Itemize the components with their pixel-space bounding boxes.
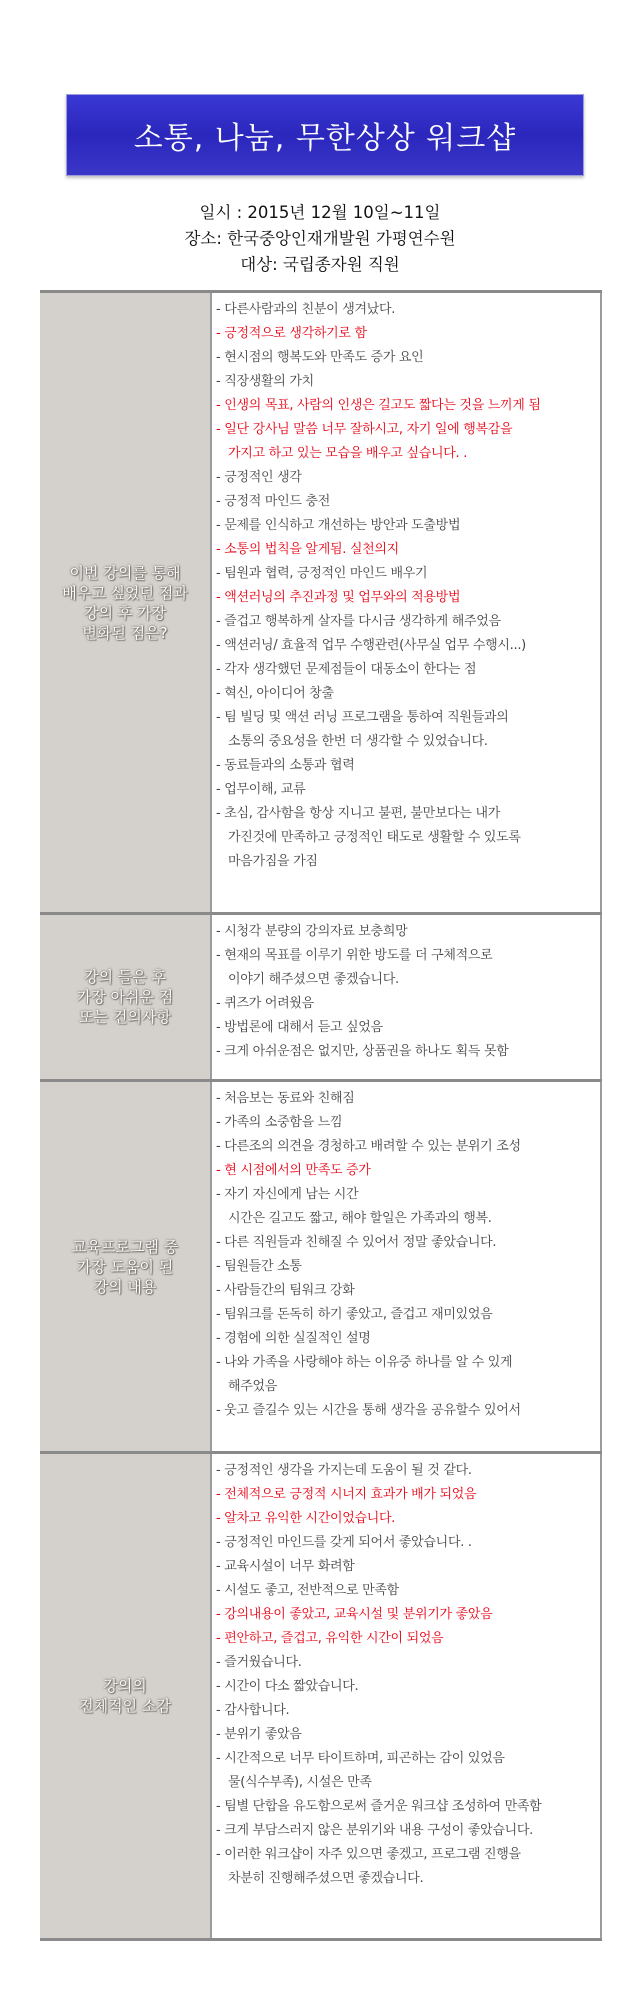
list-item: [216, 1279, 600, 1303]
item-text: - 직장생활의 가치: [216, 374, 314, 389]
section-content: [210, 293, 602, 912]
list-item: [216, 1040, 600, 1064]
item-text: - 처음보는 동료와 친해짐: [216, 1091, 355, 1106]
list-item: [216, 1579, 600, 1603]
list-item: [216, 1351, 600, 1399]
event-info: [0, 200, 640, 278]
list-item: [216, 944, 600, 992]
item-text: - 사람들간의 팀워크 강화: [216, 1283, 355, 1298]
item-text: - 즐거웠습니다.: [216, 1655, 302, 1670]
item-text: - 문제를 인식하고 개선하는 방안과 도출방법: [216, 518, 461, 533]
list-item: [216, 1723, 600, 1747]
item-text: - 시설도 좋고, 전반적으로 만족함: [216, 1583, 399, 1598]
list-item: [216, 1459, 600, 1483]
item-text: - 팀 빌딩 및 액션 러닝 프로그램을 통하여 직원들과의: [216, 710, 509, 725]
list-item: [216, 802, 600, 874]
item-text: - 긍정적인 마인드를 갖게 되어서 좋았습니다. .: [216, 1535, 472, 1550]
list-item: [216, 298, 600, 322]
item-text: - 알차고 유익한 시간이었습니다.: [216, 1511, 396, 1526]
section-content: [210, 1454, 602, 1938]
list-item: [216, 1255, 600, 1279]
list-item: [216, 1483, 600, 1507]
item-text: - 편안하고, 즐겁고, 유익한 시간이 되었음: [216, 1631, 444, 1646]
list-item: [216, 634, 600, 658]
item-text-continued: 이야기 해주셨으면 좋겠습니다.: [228, 972, 399, 987]
list-item: [216, 466, 600, 490]
section-label: 교육프로그램 중 가장 도움이 된 강의 내용: [71, 1237, 179, 1296]
section-label: 강의 들은 후 가장 아쉬운 점 또는 건의사항: [76, 968, 174, 1026]
banner-title: 소통, 나눔, 무한상상 워크샵: [133, 121, 517, 156]
item-text-continued: 소통의 중요성을 한번 더 생각할 수 있었습니다.: [228, 734, 488, 749]
section-suggestions: [40, 912, 602, 1082]
section-content: [210, 915, 602, 1079]
list-item: [216, 1135, 600, 1159]
item-text: - 액션러닝/ 효율적 업무 수행관련(사무실 업무 수행시...): [216, 638, 526, 653]
list-item: [216, 1675, 600, 1699]
list-item: [216, 682, 600, 706]
item-text: - 소통의 법칙을 알게됨. 실천의지: [216, 542, 399, 557]
list-item: [216, 394, 600, 418]
list-item: [216, 778, 600, 802]
list-item: [216, 1303, 600, 1327]
item-text: - 퀴즈가 어려웠음: [216, 996, 314, 1011]
item-text: - 강의내용이 좋았고, 교육시설 및 분위기가 좋았음: [216, 1607, 493, 1622]
list-item: [216, 754, 600, 778]
item-text: - 업무이해, 교류: [216, 782, 306, 797]
list-item: [216, 706, 600, 754]
list-item: [216, 610, 600, 634]
list-item: [216, 418, 600, 466]
list-item: [216, 1159, 600, 1183]
list-item: [216, 322, 600, 346]
list-item: [216, 514, 600, 538]
item-text: - 긍정적으로 생각하기로 함: [216, 326, 367, 341]
list-item: [216, 1819, 600, 1843]
item-text: - 가족의 소중함을 느낌: [216, 1115, 343, 1130]
item-text: - 시간적으로 너무 타이트하며, 피곤하는 감이 있었음: [216, 1751, 505, 1766]
list-item: [216, 370, 600, 394]
item-text: - 동료들과의 소통과 협력: [216, 758, 355, 773]
list-item: [216, 1087, 600, 1111]
event-place: 장소: 한국중앙인재개발원 가평연수원: [184, 229, 456, 248]
item-text: - 즐겁고 행복하게 살자를 다시금 생각하게 해주었음: [216, 614, 501, 629]
item-text: - 자기 자신에게 남는 시간: [216, 1187, 359, 1202]
item-text: - 다른 직원들과 친해질 수 있어서 정말 좋았습니다.: [216, 1235, 497, 1250]
item-text: - 긍정적 마인드 충전: [216, 494, 330, 509]
item-text: - 각자 생각했던 문제점들이 대동소이 한다는 점: [216, 662, 477, 677]
section-label-cell: [40, 293, 210, 912]
item-text-continued: 마음가짐을 가짐: [228, 854, 318, 869]
item-text: - 액션러닝의 추진과정 및 업무와의 적용방법: [216, 590, 461, 605]
list-item: [216, 992, 600, 1016]
item-text: - 전체적으로 긍정적 시너지 효과가 배가 되었음: [216, 1487, 477, 1502]
item-text: - 감사합니다.: [216, 1703, 290, 1718]
item-text-continued: 가진것에 만족하고 긍정적인 태도로 생활할 수 있도록: [228, 830, 521, 845]
item-text: - 시청각 분량의 강의자료 보충희망: [216, 924, 408, 939]
item-text-continued: 물(식수부족), 시설은 만족: [228, 1775, 372, 1790]
list-item: [216, 920, 600, 944]
list-item: [216, 1699, 600, 1723]
list-item: [216, 1651, 600, 1675]
list-item: [216, 490, 600, 514]
list-item: [216, 1507, 600, 1531]
title-banner: [66, 94, 584, 176]
item-text: - 팀원들간 소통: [216, 1259, 302, 1274]
list-item: [216, 538, 600, 562]
list-item: [216, 1016, 600, 1040]
list-item: [216, 562, 600, 586]
list-item: [216, 1555, 600, 1579]
item-text-continued: 차분히 진행해주셨으면 좋겠습니다.: [228, 1871, 424, 1886]
item-text: - 팀워크를 돈독히 하기 좋았고, 즐겁고 재미있었음: [216, 1307, 493, 1322]
item-text: - 다른조의 의견을 경청하고 배려할 수 있는 분위기 조성: [216, 1139, 521, 1154]
list-item: [216, 1183, 600, 1231]
item-text: - 팀원과 협력, 긍정적인 마인드 배우기: [216, 566, 428, 581]
list-item: [216, 658, 600, 682]
section-label: 이번 강의를 통해 배우고 싶었던 점과 강의 후 가장 변화된 점은?: [62, 563, 188, 642]
event-target: 대상: 국립종자원 직원: [240, 255, 400, 274]
item-text: - 인생의 목표, 사람의 인생은 길고도 짧다는 것을 느끼게 됨: [216, 398, 541, 413]
list-item: [216, 1399, 600, 1423]
item-text: - 분위기 좋았음: [216, 1727, 302, 1742]
item-text: - 현 시점에서의 만족도 증가: [216, 1163, 371, 1178]
section-label-cell: [40, 915, 210, 1079]
item-text: - 크게 아쉬운점은 없지만, 상품권을 하나도 획득 못함: [216, 1044, 509, 1059]
item-text: - 교육시설이 너무 화려함: [216, 1559, 355, 1574]
item-text: - 긍정적인 생각을 가지는데 도움이 될 것 같다.: [216, 1463, 472, 1478]
item-text: - 웃고 즐길수 있는 시간을 통해 생각을 공유할수 있어서: [216, 1403, 521, 1418]
item-text-continued: 시간은 길고도 짧고, 해야 할일은 가족과의 행복.: [228, 1211, 492, 1226]
section-label: 강의의 전체적인 소감: [79, 1677, 171, 1715]
list-item: [216, 1531, 600, 1555]
section-content: [210, 1082, 602, 1451]
item-text: - 현시점의 행복도와 만족도 증가 요인: [216, 350, 424, 365]
list-item: [216, 1231, 600, 1255]
item-text: - 혁신, 아이디어 창출: [216, 686, 334, 701]
event-date: 일시 : 2015년 12월 10일~11일: [199, 203, 441, 222]
item-text-continued: 해주었음: [228, 1379, 278, 1394]
section-label-cell: [40, 1454, 210, 1938]
item-text: - 경험에 의한 실질적인 설명: [216, 1331, 371, 1346]
section-learning: [40, 290, 602, 915]
list-item: [216, 1843, 600, 1891]
list-item: [216, 1111, 600, 1135]
section-overall: [40, 1451, 602, 1941]
list-item: [216, 1603, 600, 1627]
item-text: - 긍정적인 생각: [216, 470, 302, 485]
list-item: [216, 586, 600, 610]
item-text: - 초심, 감사함을 항상 지니고 불편, 불만보다는 내가: [216, 806, 501, 821]
list-item: [216, 346, 600, 370]
item-text: - 크게 부담스러지 않은 분위기와 내용 구성이 좋았습니다.: [216, 1823, 533, 1838]
item-text: - 나와 가족을 사랑해야 하는 이유중 하나를 알 수 있게: [216, 1355, 513, 1370]
item-text-continued: 가지고 하고 있는 모습을 배우고 싶습니다. .: [228, 446, 468, 461]
item-text: - 현재의 목표를 이루기 위한 방도를 더 구체적으로: [216, 948, 493, 963]
item-text: - 이러한 워크샵이 자주 있으면 좋겠고, 프로그램 진행을: [216, 1847, 521, 1862]
list-item: [216, 1795, 600, 1819]
list-item: [216, 1747, 600, 1795]
list-item: [216, 1627, 600, 1651]
item-text: - 다른사람과의 친분이 생겨났다.: [216, 302, 396, 317]
item-text: - 시간이 다소 짧았습니다.: [216, 1679, 359, 1694]
item-text: - 일단 강사님 말씀 너무 잘하시고, 자기 일에 행복감을: [216, 422, 513, 437]
list-item: [216, 1327, 600, 1351]
section-label-cell: [40, 1082, 210, 1451]
item-text: - 방법론에 대해서 듣고 싶었음: [216, 1020, 383, 1035]
section-helpful: [40, 1079, 602, 1454]
item-text: - 팀별 단합을 유도함으로써 즐거운 워크샵 조성하여 만족함: [216, 1799, 542, 1814]
